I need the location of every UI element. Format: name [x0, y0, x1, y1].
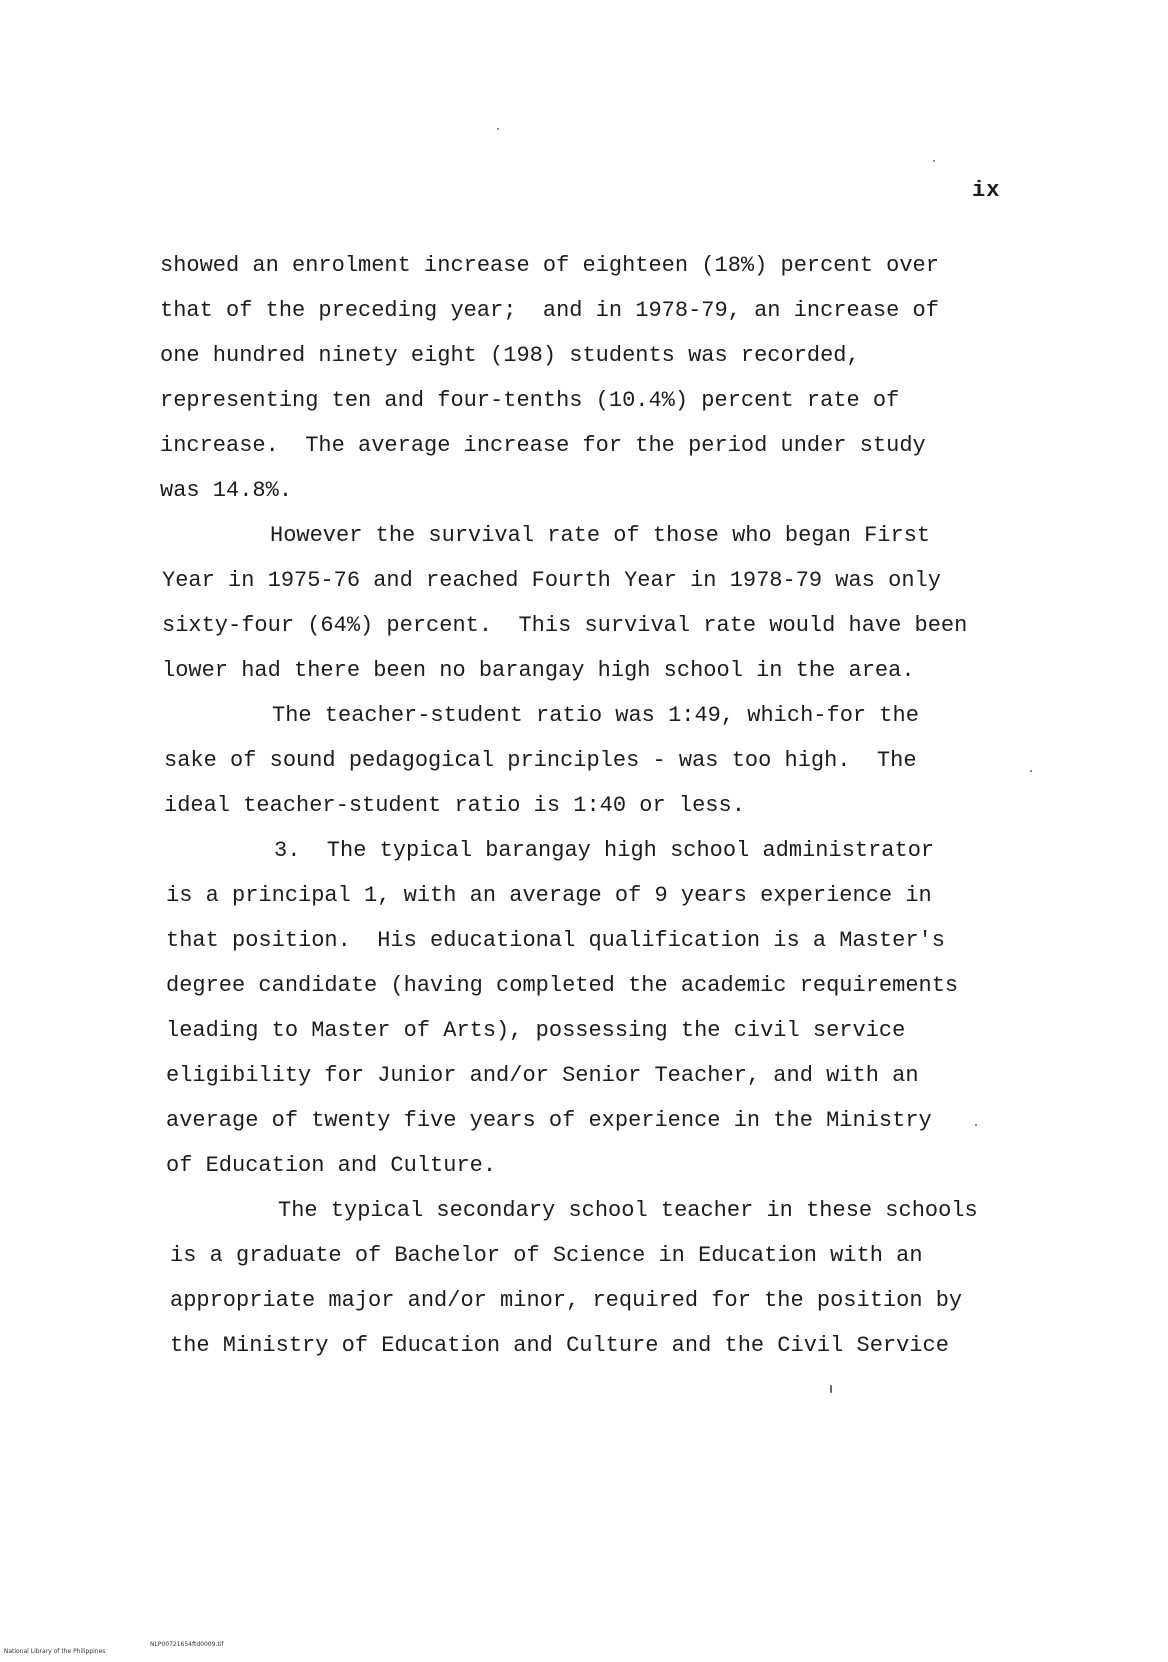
- paragraph: [170, 1188, 1168, 1368]
- text-line: was 14.8%.: [160, 478, 293, 503]
- text-line: one hundred ninety eight (198) students was recorded,: [160, 343, 860, 368]
- text-line: degree candidate (having completed the academic requirements: [166, 973, 959, 998]
- scan-filename: NLP00721654ftd0009.tif: [150, 1641, 224, 1648]
- document-body: [0, 243, 1168, 1368]
- paragraph: [162, 513, 1168, 693]
- text-line: increase. The average increase for the period under study: [160, 433, 926, 458]
- text-line: that of the preceding year; and in 1978-79, an increase of: [160, 298, 939, 323]
- scan-speck: [975, 1124, 977, 1126]
- text-line: the Ministry of Education and Culture and the Civil Service: [170, 1333, 949, 1358]
- scan-speck: [1030, 770, 1032, 772]
- text-line: average of twenty five years of experience in the Ministry: [166, 1108, 932, 1133]
- text-line: sixty-four (64%) percent. This survival rate would have been: [162, 613, 968, 638]
- scan-speck: [830, 1385, 832, 1393]
- scan-speck: [497, 128, 499, 130]
- text-line: lower had there been no barangay high school in the area.: [162, 658, 915, 683]
- scan-footer: [0, 1641, 224, 1662]
- text-line: is a graduate of Bachelor of Science in Education with an: [170, 1243, 923, 1268]
- text-line: 3. The typical barangay high school administrator: [274, 838, 935, 863]
- scan-speck: [933, 160, 935, 162]
- text-line: representing ten and four-tenths (10.4%) percent rate of: [160, 388, 900, 413]
- text-line: eligibility for Junior and/or Senior Teacher, and with an: [166, 1063, 919, 1088]
- text-line: However the survival rate of those who began First: [270, 523, 931, 548]
- text-line: of Education and Culture.: [166, 1153, 497, 1178]
- text-line: ideal teacher-student ratio is 1:40 or less.: [164, 793, 745, 818]
- paragraph: [160, 243, 1168, 513]
- text-line: showed an enrolment increase of eighteen (18%) percent over: [160, 253, 939, 278]
- page-number: ix: [972, 178, 1001, 203]
- text-line: is a principal 1, with an average of 9 years experience in: [166, 883, 932, 908]
- text-line: appropriate major and/or minor, required for the position by: [170, 1288, 963, 1313]
- text-line: The typical secondary school teacher in these schools: [278, 1198, 978, 1223]
- paragraph: [166, 828, 1168, 1188]
- text-line: sake of sound pedagogical principles - was too high. The: [164, 748, 917, 773]
- text-line: that position. His educational qualification is a Master's: [166, 928, 945, 953]
- text-line: The teacher-student ratio was 1:49, which-for the: [272, 703, 919, 728]
- text-line: Year in 1975-76 and reached Fourth Year in 1978-79 was only: [162, 568, 941, 593]
- text-line: leading to Master of Arts), possessing the civil service: [166, 1018, 906, 1043]
- paragraph: [164, 693, 1168, 828]
- library-credit: National Library of the Philippines: [3, 1648, 106, 1655]
